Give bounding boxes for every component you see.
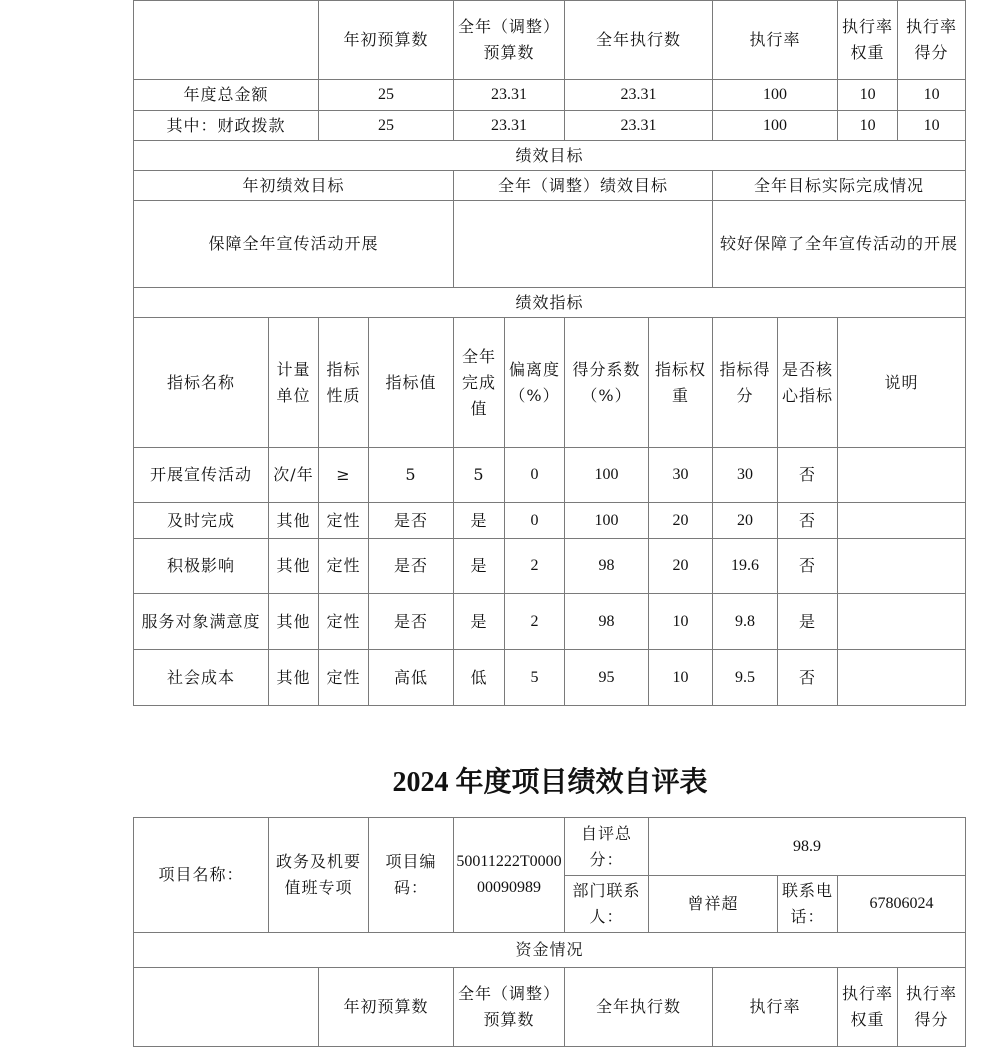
indicator-cell: 98 (565, 539, 649, 594)
indicator-cell: 开展宣传活动 (134, 448, 269, 503)
indicator-cell: 是 (454, 503, 505, 539)
indicator-header-cell: 说明 (838, 318, 966, 448)
indicator-cell: 10 (649, 650, 713, 706)
indicator-cell: 20 (649, 503, 713, 539)
project-name: 政务及机要值班专项 (269, 818, 369, 933)
indicator-cell: 5 (369, 448, 454, 503)
indicator-cell: 2 (505, 594, 565, 650)
header-cell: 执行率 (713, 968, 838, 1047)
indicator-cell: 其他 (269, 650, 319, 706)
indicator-cell: 30 (713, 448, 778, 503)
contact-label: 部门联系人： (565, 876, 649, 933)
header-cell: 全年（调整）预算数 (454, 968, 565, 1047)
cell: 10 (838, 111, 898, 141)
cell: 25 (319, 80, 454, 111)
indicator-header-cell: 是否核心指标 (778, 318, 838, 448)
header-cell: 执行率 (713, 1, 838, 80)
indicator-cell: 否 (778, 503, 838, 539)
indicator-cell: 98 (565, 594, 649, 650)
section-title: 资金情况 (134, 933, 966, 968)
table-row (134, 80, 966, 111)
indicator-cell (838, 650, 966, 706)
contact-name: 曾祥超 (649, 876, 778, 933)
indicator-row (134, 448, 966, 503)
indicators-header-row (134, 318, 966, 448)
indicator-header-cell: 全年完成值 (454, 318, 505, 448)
header-cell: 全年执行数 (565, 1, 713, 80)
indicator-cell: 5 (454, 448, 505, 503)
header-cell: 执行率得分 (898, 1, 966, 80)
row-label: 其中：财政拨款 (134, 111, 319, 141)
header-cell: 全年（调整）预算数 (454, 1, 565, 80)
cell: 23.31 (454, 80, 565, 111)
indicator-cell: 否 (778, 650, 838, 706)
goal-cell: 保障全年宣传活动开展 (134, 201, 454, 288)
indicator-cell: 其他 (269, 594, 319, 650)
cell: 23.31 (565, 111, 713, 141)
indicator-row (134, 594, 966, 650)
indicator-header-cell: 指标值 (369, 318, 454, 448)
header-cell: 年初预算数 (319, 968, 454, 1047)
indicator-cell: 20 (713, 503, 778, 539)
section-title: 绩效指标 (134, 288, 966, 318)
indicator-header-cell: 指标性质 (319, 318, 369, 448)
indicator-cell: 9.8 (713, 594, 778, 650)
indicator-cell: 0 (505, 503, 565, 539)
indicator-cell: 是 (778, 594, 838, 650)
performance-table-2 (133, 817, 966, 1047)
score-label: 自评总分： (565, 818, 649, 876)
header-cell: 年初预算数 (319, 1, 454, 80)
indicator-header-cell: 计量单位 (269, 318, 319, 448)
indicator-cell: 定性 (319, 539, 369, 594)
indicator-cell (838, 539, 966, 594)
indicator-row (134, 650, 966, 706)
indicator-cell: 95 (565, 650, 649, 706)
indicator-cell: 否 (778, 539, 838, 594)
indicator-header-cell: 得分系数（%） (565, 318, 649, 448)
header-cell: 执行率权重 (838, 968, 898, 1047)
header-cell (134, 1, 319, 80)
header-cell: 执行率得分 (898, 968, 966, 1047)
header-cell (134, 968, 319, 1047)
indicator-cell: 低 (454, 650, 505, 706)
phone-label: 联系电话： (778, 876, 838, 933)
indicator-cell: 高低 (369, 650, 454, 706)
indicator-cell (838, 503, 966, 539)
indicator-cell (838, 594, 966, 650)
cell: 100 (713, 80, 838, 111)
indicator-cell: 其他 (269, 539, 319, 594)
cell: 23.31 (565, 80, 713, 111)
indicator-cell: 10 (649, 594, 713, 650)
header-cell: 全年（调整）绩效目标 (454, 171, 713, 201)
indicator-header-cell: 指标权重 (649, 318, 713, 448)
indicator-cell: 其他 (269, 503, 319, 539)
indicator-cell: 否 (778, 448, 838, 503)
indicator-cell: 2 (505, 539, 565, 594)
section-title: 绩效目标 (134, 141, 966, 171)
indicator-cell: 服务对象满意度 (134, 594, 269, 650)
indicator-cell: 及时完成 (134, 503, 269, 539)
score-value: 98.9 (649, 818, 966, 876)
header-cell: 全年目标实际完成情况 (713, 171, 966, 201)
indicator-cell: 社会成本 (134, 650, 269, 706)
indicator-cell: 9.5 (713, 650, 778, 706)
indicator-cell: 定性 (319, 650, 369, 706)
indicator-cell: ≥ (319, 448, 369, 503)
cell: 10 (898, 111, 966, 141)
cell: 10 (898, 80, 966, 111)
indicator-cell (838, 448, 966, 503)
indicator-row (134, 503, 966, 539)
indicator-cell: 5 (505, 650, 565, 706)
indicator-row (134, 539, 966, 594)
indicator-cell: 0 (505, 448, 565, 503)
cell: 25 (319, 111, 454, 141)
project-code: 50011222T000000090989 (454, 818, 565, 933)
indicator-cell: 是否 (369, 594, 454, 650)
row-label: 年度总金额 (134, 80, 319, 111)
goal-cell (454, 201, 713, 288)
indicator-cell: 积极影响 (134, 539, 269, 594)
indicator-cell: 30 (649, 448, 713, 503)
phone-value: 67806024 (838, 876, 966, 933)
page-title: 2024 年度项目绩效自评表 (392, 767, 708, 798)
indicator-header-cell: 指标名称 (134, 318, 269, 448)
indicator-cell: 20 (649, 539, 713, 594)
indicator-header-cell: 偏离度（%） (505, 318, 565, 448)
project-code-label: 项目编码： (369, 818, 454, 933)
indicator-cell: 是 (454, 539, 505, 594)
indicator-cell: 定性 (319, 503, 369, 539)
indicator-cell: 是 (454, 594, 505, 650)
header-cell: 执行率权重 (838, 1, 898, 80)
indicator-cell: 次/年 (269, 448, 319, 503)
cell: 100 (713, 111, 838, 141)
indicator-header-cell: 指标得分 (713, 318, 778, 448)
goal-cell: 较好保障了全年宣传活动的开展 (713, 201, 966, 288)
funds-header-row (134, 1, 966, 80)
header-cell: 年初绩效目标 (134, 171, 454, 201)
cell: 10 (838, 80, 898, 111)
indicator-cell: 100 (565, 448, 649, 503)
performance-table-1 (133, 0, 966, 706)
indicator-cell: 100 (565, 503, 649, 539)
header-cell: 全年执行数 (565, 968, 713, 1047)
project-name-label: 项目名称： (134, 818, 269, 933)
cell: 23.31 (454, 111, 565, 141)
indicator-cell: 是否 (369, 539, 454, 594)
indicator-cell: 19.6 (713, 539, 778, 594)
indicator-cell: 是否 (369, 503, 454, 539)
indicator-cell: 定性 (319, 594, 369, 650)
table-row (134, 111, 966, 141)
